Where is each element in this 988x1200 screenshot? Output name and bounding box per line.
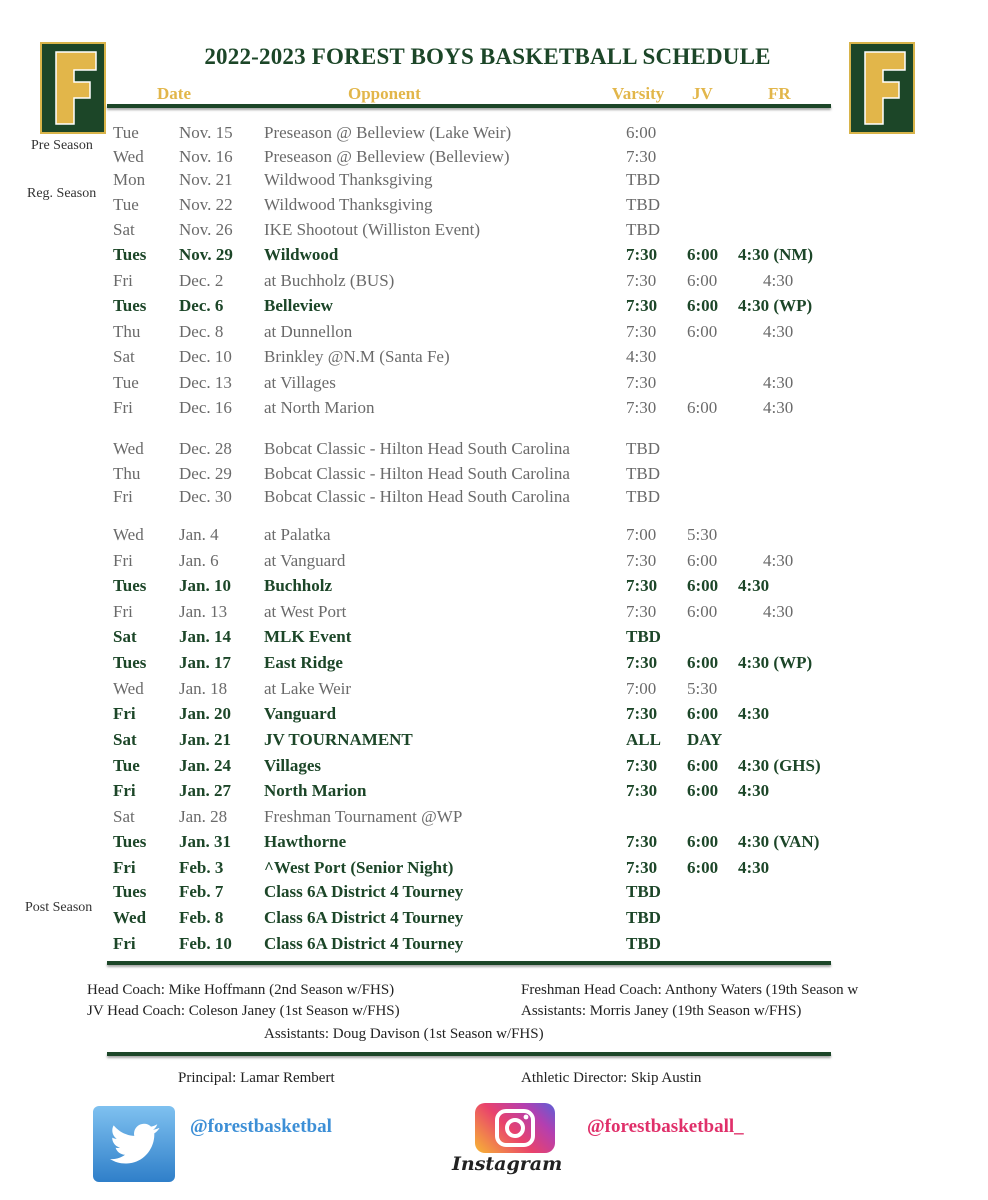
varsity-time: 7:30 xyxy=(626,373,657,392)
pre-season-label: Pre Season xyxy=(31,138,93,153)
game-day: Tue xyxy=(113,123,139,142)
varsity-time: TBD xyxy=(626,220,660,239)
schedule-row xyxy=(0,576,988,600)
game-opponent: JV TOURNAMENT xyxy=(264,730,413,749)
varsity-time: TBD xyxy=(626,627,661,646)
game-opponent: Bobcat Classic - Hilton Head South Carolina xyxy=(264,487,570,506)
varsity-time: 7:30 xyxy=(626,858,658,877)
jv-time: DAY xyxy=(687,730,723,749)
schedule-row xyxy=(0,245,988,269)
game-opponent: Bobcat Classic - Hilton Head South Carolina xyxy=(264,439,570,458)
game-opponent: Wildwood Thanksgiving xyxy=(264,195,433,214)
game-date: Jan. 4 xyxy=(179,525,219,544)
schedule-row xyxy=(0,525,988,549)
varsity-time: TBD xyxy=(626,487,660,506)
varsity-time: 7:00 xyxy=(626,679,657,698)
game-date: Dec. 28 xyxy=(179,439,232,458)
head-coach: Head Coach: Mike Hoffmann (2nd Season w/FHS) xyxy=(87,982,395,998)
game-date: Jan. 28 xyxy=(179,807,228,826)
game-date: Feb. 10 xyxy=(179,934,232,953)
varsity-time: 6:00 xyxy=(626,123,657,142)
schedule-row xyxy=(0,147,988,171)
varsity-time: TBD xyxy=(626,934,661,953)
game-day: Sat xyxy=(113,730,137,749)
assistants-left: Assistants: Doug Davison (1st Season w/FHS) xyxy=(264,1026,544,1042)
game-date: Jan. 21 xyxy=(179,730,231,749)
game-day: Wed xyxy=(113,908,147,927)
varsity-time: ALL xyxy=(626,730,661,749)
game-opponent: Wildwood Thanksgiving xyxy=(264,170,433,189)
game-day: Fri xyxy=(113,398,133,417)
varsity-time: 7:30 xyxy=(626,602,657,621)
game-opponent: at Palatka xyxy=(264,525,331,544)
game-opponent: at West Port xyxy=(264,602,347,621)
game-opponent: North Marion xyxy=(264,781,367,800)
schedule-row xyxy=(0,195,988,219)
game-day: Thu xyxy=(113,322,141,341)
schedule-row xyxy=(0,322,988,346)
schedule-row xyxy=(0,807,988,831)
fr-time: 4:30 xyxy=(763,398,794,417)
game-date: Jan. 14 xyxy=(179,627,231,646)
varsity-time: 7:30 xyxy=(626,756,658,775)
game-day: Wed xyxy=(113,679,144,698)
schedule-row xyxy=(0,882,988,906)
schedule-row xyxy=(0,934,988,958)
varsity-time: 7:30 xyxy=(626,271,657,290)
game-date: Jan. 18 xyxy=(179,679,228,698)
fr-time: 4:30 xyxy=(738,704,770,723)
game-opponent: at Dunnellon xyxy=(264,322,353,341)
game-date: Jan. 20 xyxy=(179,704,231,723)
game-day: Tue xyxy=(113,756,140,775)
varsity-time: 7:30 xyxy=(626,551,657,570)
jv-time: 6:00 xyxy=(687,781,719,800)
staff-rule xyxy=(107,1052,831,1056)
reg-season-label: Reg. Season xyxy=(27,186,97,201)
game-opponent: Class 6A District 4 Tourney xyxy=(264,908,464,927)
schedule-row xyxy=(0,296,988,320)
schedule-row xyxy=(0,373,988,397)
game-day: Wed xyxy=(113,439,144,458)
fr-time: 4:30 (NM) xyxy=(738,245,814,264)
twitter-handle[interactable]: @forestbasketbal xyxy=(190,1116,332,1137)
jv-time: 6:00 xyxy=(687,296,719,315)
schedule-row xyxy=(0,551,988,575)
game-opponent: East Ridge xyxy=(264,653,343,672)
game-date: Nov. 29 xyxy=(179,245,233,264)
varsity-time: 7:30 xyxy=(626,653,658,672)
game-date: Nov. 22 xyxy=(179,195,233,214)
game-date: Dec. 30 xyxy=(179,487,232,506)
game-opponent: Freshman Tournament @WP xyxy=(264,807,463,826)
varsity-time: 7:30 xyxy=(626,322,657,341)
game-opponent: Preseason @ Belleview (Lake Weir) xyxy=(264,123,512,142)
fr-time: 4:30 (WP) xyxy=(738,653,813,672)
instagram-handle[interactable]: @forestbasketball_ xyxy=(587,1116,744,1137)
game-day: Tues xyxy=(113,296,147,315)
game-opponent: ^West Port (Senior Night) xyxy=(264,858,454,877)
schedule-row xyxy=(0,858,988,882)
game-day: Wed xyxy=(113,147,144,166)
fr-time: 4:30 xyxy=(763,373,794,392)
game-day: Thu xyxy=(113,464,141,483)
jv-time: 6:00 xyxy=(687,576,719,595)
jv-time: 6:00 xyxy=(687,858,719,877)
varsity-time: 7:30 xyxy=(626,147,657,166)
game-opponent: at Villages xyxy=(264,373,336,392)
game-day: Tues xyxy=(113,882,147,901)
game-date: Feb. 3 xyxy=(179,858,224,877)
game-date: Feb. 7 xyxy=(179,882,224,901)
instagram-wordmark: Instagram xyxy=(452,1153,563,1175)
fr-time: 4:30 (GHS) xyxy=(738,756,821,775)
varsity-time: 7:30 xyxy=(626,781,658,800)
schedule-row xyxy=(0,832,988,856)
header-fr: FR xyxy=(768,84,791,103)
game-day: Fri xyxy=(113,781,136,800)
jv-time: 5:30 xyxy=(687,679,718,698)
game-day: Fri xyxy=(113,271,133,290)
schedule-row xyxy=(0,271,988,295)
schedule-row xyxy=(0,679,988,703)
game-opponent: Vanguard xyxy=(264,704,337,723)
header-date: Date xyxy=(157,84,191,103)
game-day: Sat xyxy=(113,807,135,826)
jv-time: 6:00 xyxy=(687,832,719,851)
game-date: Jan. 6 xyxy=(179,551,219,570)
game-day: Fri xyxy=(113,934,136,953)
varsity-time: TBD xyxy=(626,464,660,483)
game-day: Mon xyxy=(113,170,146,189)
fr-time: 4:30 xyxy=(763,271,794,290)
game-date: Jan. 17 xyxy=(179,653,231,672)
schedule-row xyxy=(0,398,988,422)
jv-time: 6:00 xyxy=(687,653,719,672)
header-rule xyxy=(107,104,831,108)
game-day: Tues xyxy=(113,653,147,672)
game-day: Tues xyxy=(113,245,147,264)
game-day: Sat xyxy=(113,347,135,366)
game-opponent: Buchholz xyxy=(264,576,333,595)
game-day: Wed xyxy=(113,525,144,544)
game-date: Dec. 6 xyxy=(179,296,224,315)
game-date: Nov. 21 xyxy=(179,170,233,189)
varsity-time: 7:30 xyxy=(626,296,658,315)
game-day: Sat xyxy=(113,220,135,239)
schedule-row xyxy=(0,439,988,463)
game-date: Jan. 27 xyxy=(179,781,231,800)
jv-time: 6:00 xyxy=(687,245,719,264)
schedule-row xyxy=(0,653,988,677)
jv-time: 5:30 xyxy=(687,525,718,544)
jv-time: 6:00 xyxy=(687,271,718,290)
fr-time: 4:30 xyxy=(738,781,770,800)
header-jv: JV xyxy=(692,84,713,103)
game-date: Nov. 26 xyxy=(179,220,233,239)
jv-time: 6:00 xyxy=(687,756,719,775)
schedule-bottom-rule xyxy=(107,961,831,965)
jv-time: 6:00 xyxy=(687,322,718,341)
schedule-row xyxy=(0,781,988,805)
game-date: Nov. 15 xyxy=(179,123,233,142)
game-day: Sat xyxy=(113,627,137,646)
game-opponent: Wildwood xyxy=(264,245,339,264)
schedule-row xyxy=(0,730,988,754)
fr-time: 4:30 xyxy=(763,551,794,570)
assistants-right: Assistants: Morris Janey (19th Season w/FHS) xyxy=(521,1003,802,1019)
varsity-time: 7:30 xyxy=(626,398,657,417)
schedule-row xyxy=(0,908,988,932)
game-opponent: at Buchholz (BUS) xyxy=(264,271,395,290)
game-opponent: Class 6A District 4 Tourney xyxy=(264,934,464,953)
post-season-label: Post Season xyxy=(25,900,93,915)
schedule-row xyxy=(0,347,988,371)
athletic-director: Athletic Director: Skip Austin xyxy=(521,1070,702,1086)
varsity-time: 7:30 xyxy=(626,832,658,851)
varsity-time: TBD xyxy=(626,439,660,458)
game-opponent: Class 6A District 4 Tourney xyxy=(264,882,464,901)
game-day: Tue xyxy=(113,373,139,392)
game-date: Jan. 10 xyxy=(179,576,231,595)
twitter-icon[interactable] xyxy=(93,1106,175,1182)
schedule-row xyxy=(0,170,988,194)
schedule-row xyxy=(0,627,988,651)
varsity-time: 7:30 xyxy=(626,704,658,723)
game-day: Tue xyxy=(113,195,139,214)
schedule-row xyxy=(0,220,988,244)
schedule-row xyxy=(0,123,988,147)
game-date: Dec. 13 xyxy=(179,373,232,392)
fr-time: 4:30 xyxy=(738,858,770,877)
game-opponent: at Vanguard xyxy=(264,551,346,570)
varsity-time: TBD xyxy=(626,170,660,189)
jv-time: 6:00 xyxy=(687,398,718,417)
game-day: Fri xyxy=(113,551,133,570)
varsity-time: TBD xyxy=(626,908,661,927)
game-opponent: Hawthorne xyxy=(264,832,347,851)
page-title: 2022-2023 FOREST BOYS BASKETBALL SCHEDULE xyxy=(204,44,771,69)
game-opponent: IKE Shootout (Williston Event) xyxy=(264,220,481,239)
game-opponent: Brinkley @N.M (Santa Fe) xyxy=(264,347,450,366)
fr-time: 4:30 (VAN) xyxy=(738,832,820,851)
schedule-row xyxy=(0,602,988,626)
instagram-icon[interactable] xyxy=(475,1103,555,1153)
schedule-row xyxy=(0,487,988,511)
fr-time: 4:30 xyxy=(763,602,794,621)
jv-time: 6:00 xyxy=(687,704,719,723)
game-day: Fri xyxy=(113,487,133,506)
varsity-time: 4:30 xyxy=(626,347,657,366)
header-opponent: Opponent xyxy=(348,84,421,103)
header-varsity: Varsity xyxy=(612,84,665,103)
game-date: Dec. 2 xyxy=(179,271,224,290)
game-opponent: Preseason @ Belleview (Belleview) xyxy=(264,147,510,166)
schedule-row xyxy=(0,464,988,488)
game-opponent: at North Marion xyxy=(264,398,375,417)
game-opponent: MLK Event xyxy=(264,627,352,646)
game-date: Dec. 29 xyxy=(179,464,232,483)
game-opponent: Bobcat Classic - Hilton Head South Carolina xyxy=(264,464,570,483)
schedule-row xyxy=(0,756,988,780)
game-date: Feb. 8 xyxy=(179,908,224,927)
fr-time: 4:30 xyxy=(763,322,794,341)
game-opponent: at Lake Weir xyxy=(264,679,352,698)
varsity-time: 7:30 xyxy=(626,576,658,595)
game-date: Jan. 31 xyxy=(179,832,231,851)
game-date: Dec. 10 xyxy=(179,347,232,366)
game-day: Fri xyxy=(113,704,136,723)
game-day: Fri xyxy=(113,858,136,877)
fr-time: 4:30 (WP) xyxy=(738,296,813,315)
game-date: Dec. 8 xyxy=(179,322,224,341)
varsity-time: 7:30 xyxy=(626,245,658,264)
jv-time: 6:00 xyxy=(687,551,718,570)
game-day: Tues xyxy=(113,576,147,595)
freshman-head-coach: Freshman Head Coach: Anthony Waters (19th Season w xyxy=(521,982,859,998)
game-day: Tues xyxy=(113,832,147,851)
game-date: Jan. 13 xyxy=(179,602,228,621)
varsity-time: TBD xyxy=(626,882,661,901)
game-opponent: Villages xyxy=(264,756,321,775)
game-opponent: Belleview xyxy=(264,296,333,315)
jv-head-coach: JV Head Coach: Coleson Janey (1st Season w/FHS) xyxy=(87,1003,400,1019)
jv-time: 6:00 xyxy=(687,602,718,621)
fr-time: 4:30 xyxy=(738,576,770,595)
game-day: Fri xyxy=(113,602,133,621)
game-date: Dec. 16 xyxy=(179,398,232,417)
varsity-time: 7:00 xyxy=(626,525,657,544)
principal: Principal: Lamar Rembert xyxy=(178,1070,335,1086)
schedule-row xyxy=(0,704,988,728)
varsity-time: TBD xyxy=(626,195,660,214)
forest-f-logo-left xyxy=(40,42,106,134)
game-date: Jan. 24 xyxy=(179,756,231,775)
game-date: Nov. 16 xyxy=(179,147,233,166)
